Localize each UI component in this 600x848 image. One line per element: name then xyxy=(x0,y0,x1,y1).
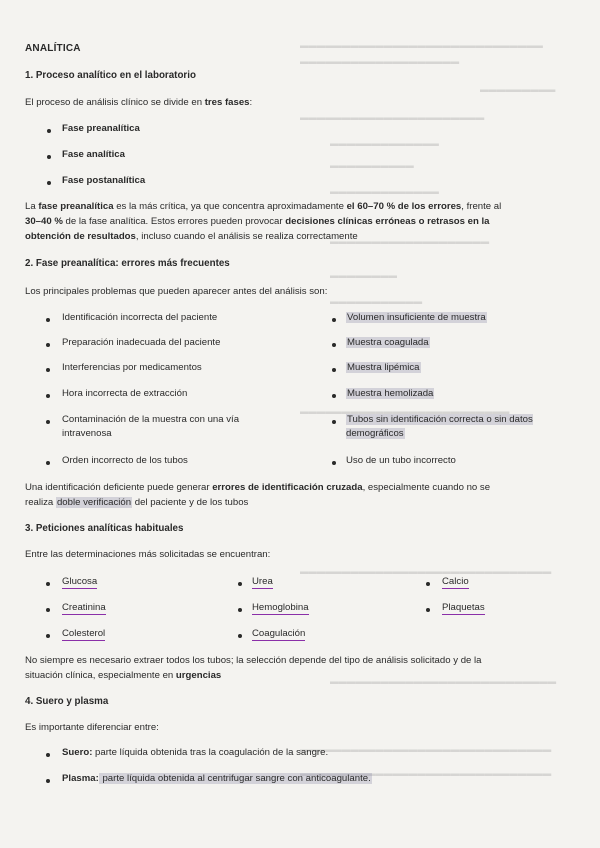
bullet-icon xyxy=(47,129,51,133)
phase-item: Fase preanalítica xyxy=(62,123,140,134)
bullet-icon xyxy=(47,155,51,159)
section-3-paragraph-line: situación clínica, especialmente en urgencias xyxy=(25,670,222,681)
bullet-icon xyxy=(46,461,50,465)
test-item: Glucosa xyxy=(62,576,98,587)
bullet-icon xyxy=(426,582,430,586)
error-item-left: Interferencias por medicamentos xyxy=(62,362,202,373)
section-3-paragraph-line: No siempre es necesario extraer todos los tubos; la selección depende del tipo de análisis solicitado y de la xyxy=(25,655,482,666)
document-title: ANALÍTICA xyxy=(25,43,81,54)
error-item-right: Uso de un tubo incorrecto xyxy=(346,455,456,466)
bullet-icon xyxy=(332,461,336,465)
bullet-icon xyxy=(46,582,50,586)
error-item-left: Hora incorrecta de extracción xyxy=(62,388,188,399)
bullet-icon xyxy=(332,394,336,398)
bullet-icon xyxy=(426,608,430,612)
phase-item: Fase postanalítica xyxy=(62,175,146,186)
bullet-icon xyxy=(238,608,242,612)
section-3-intro: Entre las determinaciones más solicitadas se encuentran: xyxy=(25,549,271,560)
bullet-icon xyxy=(238,634,242,638)
test-item: Hemoglobina xyxy=(252,602,309,613)
bullet-icon xyxy=(332,420,336,424)
bullet-icon xyxy=(238,582,242,586)
test-item: Plaquetas xyxy=(442,602,485,613)
section-3-heading: 3. Peticiones analíticas habituales xyxy=(25,523,184,534)
section-4-heading: 4. Suero y plasma xyxy=(25,696,109,707)
error-item-left: Orden incorrecto de los tubos xyxy=(62,455,188,466)
section-1-heading: 1. Proceso analítico en el laboratorio xyxy=(25,70,196,81)
section-1-intro: El proceso de análisis clínico se divide en tres fases: xyxy=(25,97,253,108)
definition-item: Plasma: parte líquida obtenida al centrifugar sangre con anticoagulante. xyxy=(62,773,371,784)
bullet-icon xyxy=(46,779,50,783)
bullet-icon xyxy=(46,634,50,638)
bullet-icon xyxy=(46,343,50,347)
section-2-heading: 2. Fase preanalítica: errores más frecuentes xyxy=(25,258,230,269)
error-item-right: Volumen insuficiente de muestra xyxy=(347,312,486,323)
error-item-left: Contaminación de la muestra con una vía intravenosa xyxy=(62,414,240,439)
section-4-intro: Es importante diferenciar entre: xyxy=(25,722,159,733)
document-page: ▬▬▬▬▬▬▬▬▬▬▬▬▬▬▬▬▬▬▬▬▬▬▬▬▬▬▬▬▬ ▬▬▬▬▬▬▬▬▬▬▬▬▬▬▬▬▬▬▬ ▬▬▬▬▬▬▬▬▬ ▬▬▬▬▬▬▬▬▬▬▬▬▬▬▬▬▬▬▬▬▬▬ ▬▬▬▬▬▬▬▬▬▬▬▬▬ ▬▬▬▬▬▬▬▬▬▬ ▬▬▬▬▬▬▬▬▬▬▬▬▬ ▬▬▬▬▬▬▬▬▬▬▬▬▬▬▬▬▬▬▬ ▬▬▬▬▬▬▬▬ ▬▬▬▬▬▬▬▬▬▬▬ ▬▬▬▬▬▬▬▬▬▬▬▬▬▬▬▬▬▬▬▬▬▬▬▬▬ ▬▬▬▬▬▬▬▬▬▬▬▬▬▬▬▬▬▬▬▬▬▬▬▬▬▬▬▬▬▬ ▬▬▬▬▬▬▬▬▬▬▬▬▬▬▬▬▬▬▬▬▬▬▬▬▬▬▬ ▬▬▬▬▬▬▬▬▬▬▬▬▬▬▬▬▬▬▬▬▬▬▬▬▬▬▬▬▬▬ ▬▬▬▬▬▬▬▬▬▬▬▬▬▬▬▬▬▬▬▬▬▬▬▬▬▬▬▬▬▬ ANALÍTICA 1. Proceso analítico en el laboratorio El proceso de análisis clínico se divide en tres fases: Fase preanalítica Fase analítica Fase postanalítica La fase preanalítica es la más crítica, ya que concentra aproximadamente el 60–70 % de los errores, frente al 30–40 % de la fase analítica. Estos errores pueden provocar decisiones clínicas erróneas o retrasos en la obtención de resultados, incluso cuando el análisis se realiza correctamente 2. Fase preanalítica: errores más frecuentes Los principales problemas que pueden aparecer antes del análisis son: Identificación incorrecta del paciente Preparación inadecuada del paciente Interferencias por medicamentos Hora incorrecta de extracción Contaminación de la muestra con una vía intravenosa Orden incorrecto de los tubos Volumen insuficiente de muestra Muestra coagulada Muestra lipémica Muestra hemolizada Tubos sin identificación correcta o sin datos demográficos Uso de un tubo incorrecto Una identificación deficiente puede generar errores de identificación cruzada, especialmente cuando no se realiza doble verificación del paciente y de los tubos 3. Peticiones analíticas habituales Entre las determinaciones más solicitadas se encuentran: Glucosa Creatinina Colesterol Urea Hemoglobina Coagulación Calcio Plaquetas No siempre es necesario extraer todos los tubos; la selección depende del tipo de análisis solicitado y de la situación clínica, especialmente en urgencias 4. Suero y plasma Es importante diferenciar entre: Suero: parte líquida obtenida tras la coagulación de la sangre. Plasma: parte líquida obtenida al centrifugar sangre con anticoagulante. xyxy=(25,40,557,784)
error-item-right: Tubos sin identificación correcta o sin datos demográficos xyxy=(346,414,533,439)
bullet-icon xyxy=(47,181,51,185)
section-1-paragraph-line: 30–40 % de la fase analítica. Estos errores pueden provocar decisiones clínicas erróneas o retrasos en la xyxy=(25,216,490,227)
section-2-intro: Los principales problemas que pueden aparecer antes del análisis son: xyxy=(25,286,328,297)
bullet-icon xyxy=(332,343,336,347)
phase-item: Fase analítica xyxy=(62,149,125,160)
bullet-icon xyxy=(46,368,50,372)
section-1-paragraph-line: La fase preanalítica es la más crítica, ya que concentra aproximadamente el 60–70 % de los errores, frente al xyxy=(25,201,502,212)
error-item-left: Preparación inadecuada del paciente xyxy=(62,337,221,348)
bullet-icon xyxy=(46,318,50,322)
test-item: Coagulación xyxy=(252,628,306,639)
error-item-right: Muestra lipémica xyxy=(347,362,420,373)
bullet-icon xyxy=(46,753,50,757)
error-item-right: Muestra coagulada xyxy=(347,337,429,348)
test-item: Calcio xyxy=(442,576,469,587)
section-1-paragraph-line: obtención de resultados, incluso cuando el análisis se realiza correctamente xyxy=(25,231,358,242)
test-item: Colesterol xyxy=(62,628,106,639)
definition-item: Suero: parte líquida obtenida tras la coagulación de la sangre. xyxy=(62,747,329,758)
error-item-right: Muestra hemolizada xyxy=(347,388,434,399)
bullet-icon xyxy=(46,420,50,424)
test-item: Urea xyxy=(252,576,273,587)
section-2-paragraph-line: realiza doble verificación del paciente y de los tubos xyxy=(25,497,249,508)
bullet-icon xyxy=(46,608,50,612)
section-2-paragraph-line: Una identificación deficiente puede generar errores de identificación cruzada, especialmente cuando no se xyxy=(25,482,491,493)
bullet-icon xyxy=(46,394,50,398)
bullet-icon xyxy=(332,318,336,322)
bullet-icon xyxy=(332,368,336,372)
test-item: Creatinina xyxy=(62,602,106,613)
error-item-left: Identificación incorrecta del paciente xyxy=(62,312,218,323)
